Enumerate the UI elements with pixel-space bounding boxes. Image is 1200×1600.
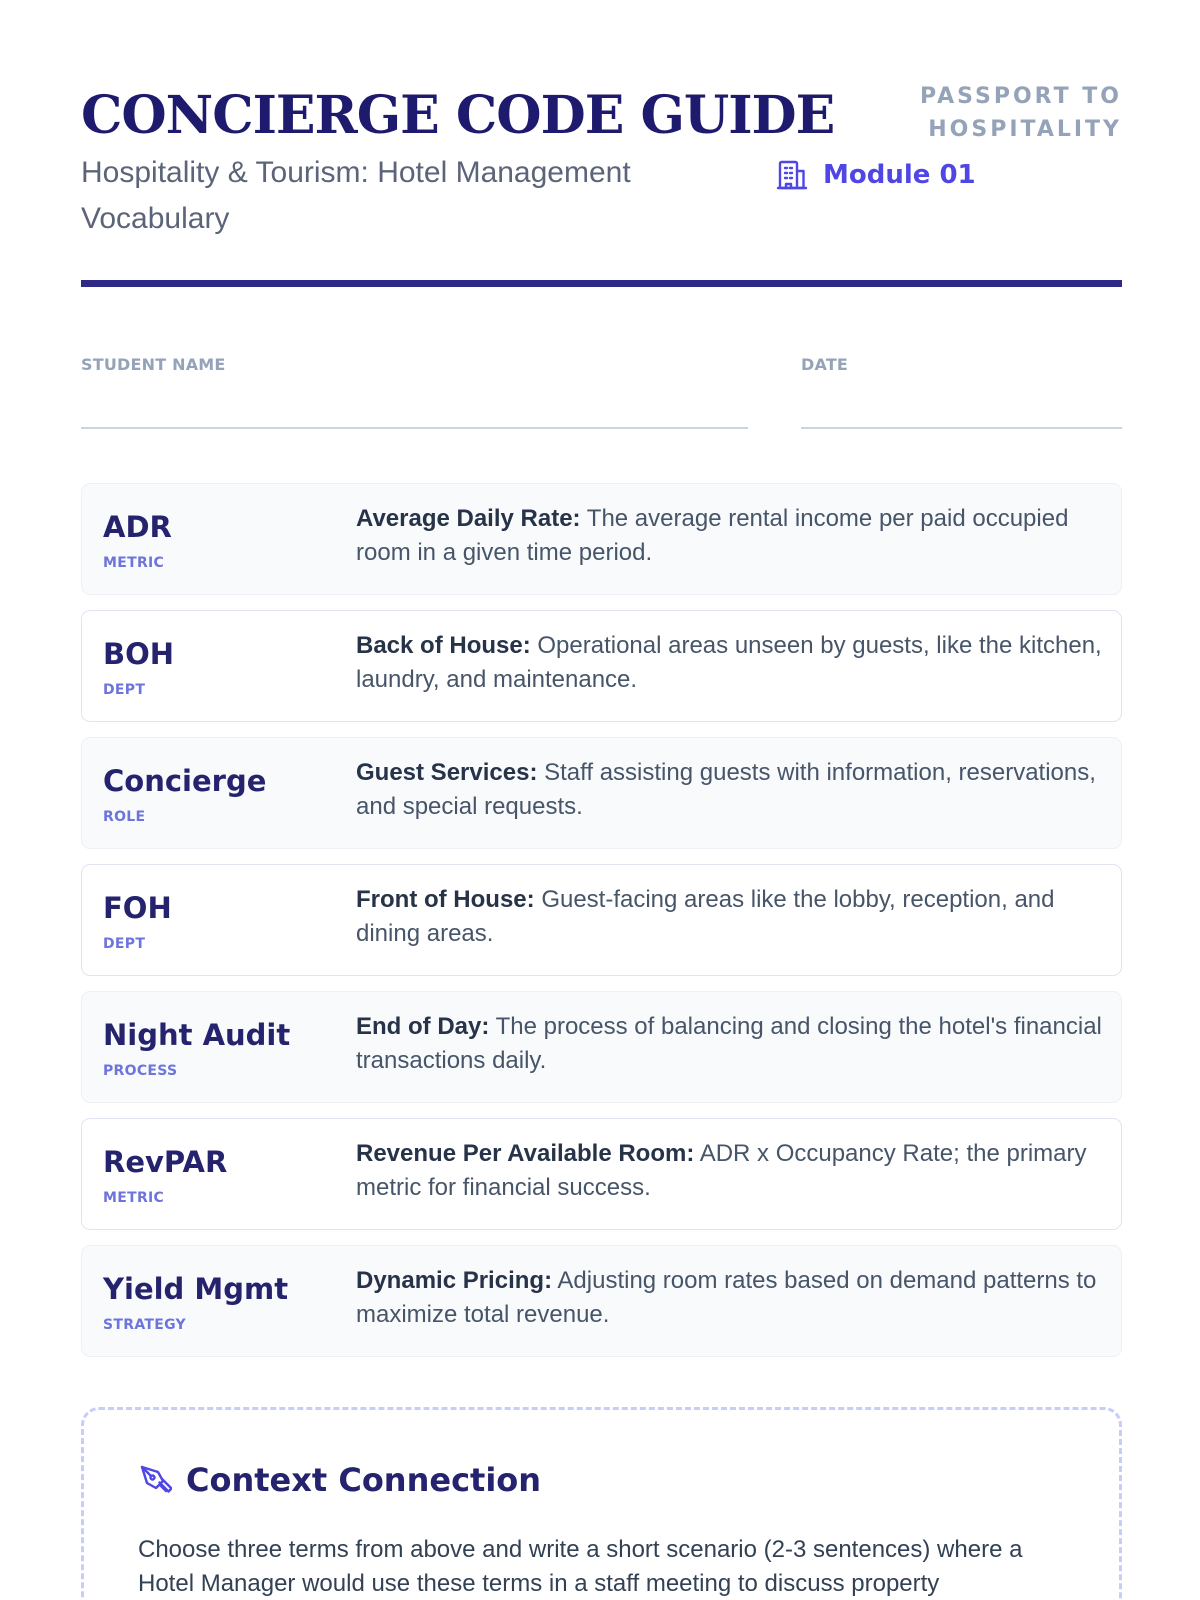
term-definition-body: Staff assisting guests with information, reservations, and special requests. <box>356 759 1096 820</box>
term-definition-head: End of Day: <box>356 1013 490 1040</box>
pen-icon <box>138 1463 172 1497</box>
date-label: DATE <box>801 355 849 374</box>
term-definition-head: Back of House: <box>356 632 531 659</box>
term-word: BOH <box>103 637 175 671</box>
student-name-label: STUDENT NAME <box>81 355 226 374</box>
context-instructions: Choose three terms from above and write a short scenario (2-3 sentences) where a Hotel Manager would use these terms in a staff meeting to discuss property <box>138 1536 1023 1597</box>
header-rule <box>81 280 1122 287</box>
module-label: Module 01 <box>823 160 976 190</box>
term-card <box>81 610 1122 722</box>
term-definition <box>356 1264 1106 1332</box>
term-definition <box>356 629 1106 697</box>
term-tag: ROLE <box>103 809 146 825</box>
page-header <box>81 80 1122 286</box>
term-definition-body: ADR x Occupancy Rate; the primary metric for financial success. <box>356 1140 1087 1201</box>
term-card <box>81 991 1122 1103</box>
student-name-field[interactable] <box>81 355 748 375</box>
term-card <box>81 1245 1122 1357</box>
page-title: CONCIERGE CODE GUIDE <box>81 85 835 146</box>
term-definition <box>356 1137 1106 1205</box>
context-connection-box <box>81 1407 1122 1600</box>
term-definition-head: Front of House: <box>356 886 535 913</box>
term-definition-body: The process of balancing and closing the hotel's financial transactions daily. <box>356 1013 1102 1074</box>
term-tag: DEPT <box>103 936 146 952</box>
term-tag: METRIC <box>103 1190 165 1206</box>
term-card <box>81 483 1122 595</box>
term-definition-body: The average rental income per paid occupied room in a given time period. <box>356 505 1069 566</box>
term-list <box>81 483 1122 1372</box>
term-word: Concierge <box>103 764 267 798</box>
context-header <box>138 1460 541 1500</box>
building-icon <box>775 158 809 192</box>
term-definition-head: Revenue Per Available Room: <box>356 1140 695 1167</box>
term-word: RevPAR <box>103 1145 228 1179</box>
term-definition-head: Average Daily Rate: <box>356 505 581 532</box>
term-tag: DEPT <box>103 682 146 698</box>
module-badge <box>775 158 976 192</box>
term-word: FOH <box>103 891 172 925</box>
term-tag: METRIC <box>103 555 165 571</box>
term-word: Night Audit <box>103 1018 291 1052</box>
context-title: Context Connection <box>186 1461 542 1499</box>
term-definition-body: Adjusting room rates based on demand patterns to maximize total revenue. <box>356 1267 1097 1328</box>
date-field[interactable] <box>801 355 1122 375</box>
term-word: Yield Mgmt <box>103 1272 289 1306</box>
term-word: ADR <box>103 510 172 544</box>
term-card <box>81 737 1122 849</box>
term-definition <box>356 1010 1106 1078</box>
term-card <box>81 1118 1122 1230</box>
term-definition-body: Guest-facing areas like the lobby, reception, and dining areas. <box>356 886 1055 947</box>
student-name-line[interactable] <box>81 427 748 429</box>
term-tag: STRATEGY <box>103 1317 186 1333</box>
term-tag: PROCESS <box>103 1063 178 1079</box>
term-definition-head: Dynamic Pricing: <box>356 1267 553 1294</box>
brand-label: PASSPORT TO HOSPITALITY <box>920 84 1122 142</box>
page-subtitle: Hospitality & Tourism: Hotel Management Vocabulary <box>81 156 631 235</box>
term-definition-head: Guest Services: <box>356 759 538 786</box>
term-definition <box>356 502 1106 570</box>
student-info <box>81 355 1122 430</box>
term-card <box>81 864 1122 976</box>
term-definition <box>356 883 1106 951</box>
term-definition-body: Operational areas unseen by guests, like the kitchen, laundry, and maintenance. <box>356 632 1102 693</box>
date-line[interactable] <box>801 427 1122 429</box>
term-definition <box>356 756 1106 824</box>
